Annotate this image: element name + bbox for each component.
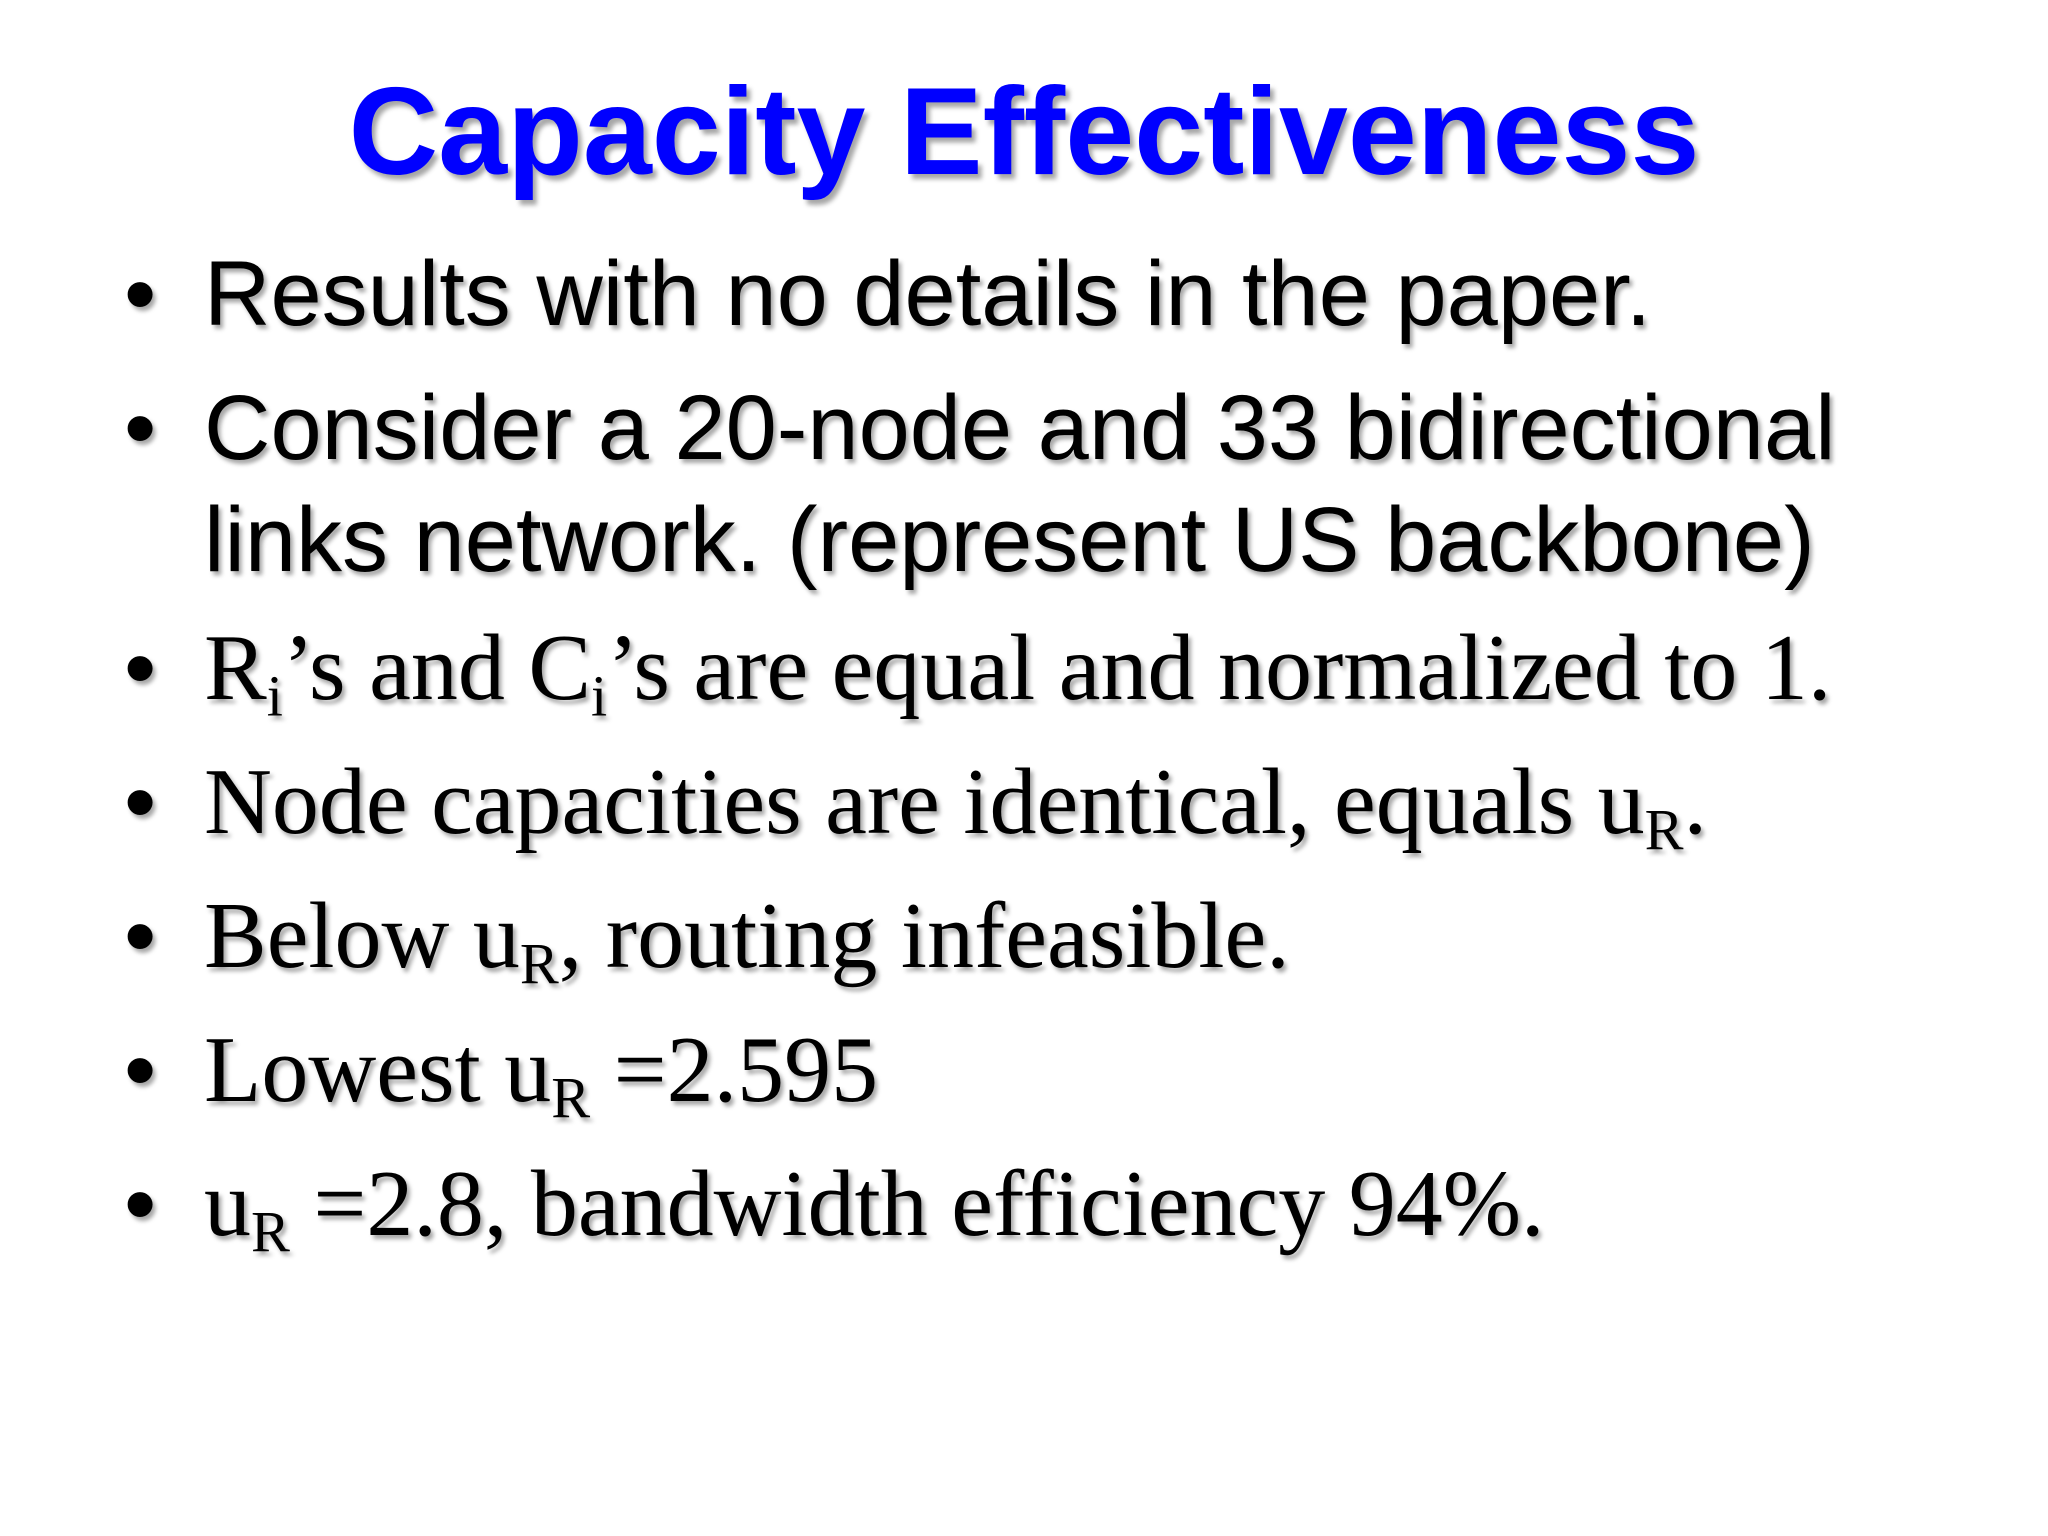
bullet-icon: • [124,1019,157,1121]
r-symbol: R [204,616,267,720]
text-segment: ’s and C [282,616,592,720]
text-segment: =2.8, bandwidth efficiency 94%. [289,1152,1545,1256]
bullet-text [204,880,1964,997]
bullet-text: Results with no details in the paper. [204,243,1652,345]
bullet-text [204,612,1964,729]
bullet-text [204,1014,1964,1131]
text-segment: ’s are equal and normalized to 1. [607,616,1832,720]
bullet-text-line: Consider a 20-node and 33 bidirectional [204,377,1836,479]
text-segment: . [1683,750,1708,854]
slide-title: Capacity Effectiveness [348,63,1700,201]
bullet-icon: • [124,243,157,345]
subscript: R [1644,797,1684,863]
bullet-icon: • [124,617,157,719]
bullet-text [204,746,1964,863]
subscript: i [266,663,283,729]
text-segment: Node capacities are identical, equals u [204,750,1645,854]
subscript: R [519,931,559,997]
bullet-text [204,1148,1964,1265]
subscript: R [551,1065,591,1131]
bullet-text-line: links network. (represent US backbone) [204,489,1815,591]
text-segment: Lowest u [204,1018,552,1122]
text-segment: , routing infeasible. [558,884,1290,988]
subscript: R [251,1199,290,1265]
bullet-icon: • [124,751,157,853]
bullet-icon: • [124,1153,157,1255]
text-segment: Below u [204,884,520,988]
bullet-icon: • [124,885,157,987]
text-segment: =2.595 [590,1018,879,1122]
bullet-text [204,372,1964,596]
text-segment: u [204,1152,251,1256]
bullet-icon: • [124,377,157,479]
subscript: i [591,663,608,729]
